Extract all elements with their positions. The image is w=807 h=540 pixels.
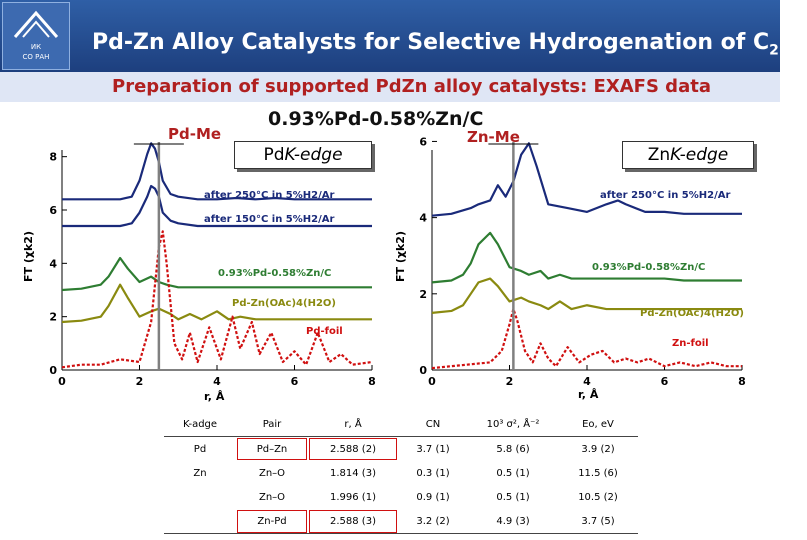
series-label: Pd-Zn(OAc)4(H2O) <box>640 308 744 319</box>
pd-y-axis-label: FT (χk2) <box>22 231 35 282</box>
y-tick-label: 4 <box>419 211 427 225</box>
series-label: Zn-foil <box>672 338 709 349</box>
table-row <box>164 437 638 462</box>
series-label: 0.93%Pd-0.58%Zn/C <box>592 262 706 273</box>
zn-y-axis-label: FT (χk2) <box>394 231 407 282</box>
series-label: Pd-Zn(OAc)4(H2O) <box>232 298 336 309</box>
table-cell: 3.2 (2) <box>398 509 468 534</box>
slide-subtitle: Preparation of supported PdZn alloy catalysts: EXAFS data <box>112 76 711 97</box>
table-cell-highlight: Pd–Zn <box>236 437 308 462</box>
y-tick-label: 2 <box>419 287 427 301</box>
pd-me-label: Pd-Me <box>168 125 222 143</box>
table-cell-highlight: 2.588 (2) <box>308 437 398 462</box>
zn-k-edge-label: ZnK-edge <box>622 141 754 169</box>
x-tick-label: 4 <box>583 375 591 388</box>
col-header: Eo, eV <box>558 412 638 437</box>
zn-me-label: Zn-Me <box>467 128 520 146</box>
slide-title: Pd-Zn Alloy Catalysts for Selective Hydrogenation of $C_2H_2$ <box>92 30 807 59</box>
table-cell-highlight: 2.588 (3) <box>308 509 398 534</box>
table-cell: 4.9 (3) <box>468 509 558 534</box>
table-cell: 10.5 (2) <box>578 491 618 503</box>
x-tick-label: 8 <box>738 375 746 388</box>
series-label: 0.93%Pd-0.58%Zn/C <box>218 268 332 279</box>
pd-k-edge-label: PdK-edge <box>234 141 372 169</box>
table-cell: Zn <box>193 467 207 479</box>
series-label: Pd-foil <box>306 326 343 337</box>
y-tick-label: 6 <box>49 204 57 217</box>
y-tick-label: 0 <box>49 364 57 377</box>
table-cell: 0.3 (1) <box>416 467 450 479</box>
series-line <box>432 143 742 215</box>
table-cell: Zn–O <box>258 491 286 503</box>
x-tick-label: 0 <box>428 375 436 388</box>
sample-title: 0.93%Pd-0.58%Zn/C <box>268 108 484 130</box>
logo-line1: ИК <box>30 43 42 51</box>
table-cell <box>164 485 236 509</box>
y-tick-label: 4 <box>49 257 57 271</box>
col-header: Pair <box>236 412 308 437</box>
col-header: 10³ σ², Å⁻² <box>468 412 558 437</box>
table-cell: 11.5 (6) <box>578 467 618 479</box>
table-cell: 3.9 (2) <box>581 443 615 455</box>
table-cell: 0.5 (1) <box>496 491 530 503</box>
y-tick-label: 0 <box>419 364 427 377</box>
table-cell-highlight: Zn-Pd <box>236 509 308 534</box>
x-tick-label: 2 <box>135 375 144 388</box>
table-cell: 5.8 (6) <box>496 443 530 455</box>
table-cell: 3.7 (1) <box>416 443 450 455</box>
table-cell: Zn–O <box>258 467 286 479</box>
x-tick-label: 8 <box>368 375 376 388</box>
col-header: K-adge <box>164 412 236 437</box>
col-header: r, Å <box>308 412 398 437</box>
table-row <box>164 461 638 485</box>
x-tick-label: 2 <box>505 375 514 388</box>
y-tick-label: 6 <box>419 135 427 149</box>
table-row <box>164 485 638 509</box>
x-tick-label: 0 <box>58 375 66 388</box>
series-line <box>432 233 742 283</box>
logo-line2: СО РАН <box>22 53 50 61</box>
y-tick-label: 2 <box>49 310 57 324</box>
table-row <box>164 509 638 534</box>
table-cell: 1.814 (3) <box>330 467 376 479</box>
table-cell: 3.7 (5) <box>558 509 638 534</box>
y-tick-label: 8 <box>49 150 57 164</box>
zn-x-axis-label: r, Å <box>578 388 599 401</box>
table-cell: 0.9 (1) <box>416 491 450 503</box>
pd-x-axis-label: r, Å <box>204 390 225 403</box>
table-cell: Pd <box>193 443 207 455</box>
x-tick-label: 4 <box>213 375 221 388</box>
col-header: CN <box>398 412 468 437</box>
series-label: after 250°C in 5%H2/Ar <box>600 190 731 201</box>
table-cell <box>164 509 236 534</box>
series-label: after 250°C in 5%H2/Ar <box>204 190 335 201</box>
series-label: after 150°C in 5%H2/Ar <box>204 214 335 225</box>
x-tick-label: 6 <box>660 375 669 388</box>
table-cell: 1.996 (1) <box>330 491 376 503</box>
table-cell: 0.5 (1) <box>496 467 530 479</box>
exafs-results-table <box>164 412 638 534</box>
x-tick-label: 6 <box>290 375 299 388</box>
